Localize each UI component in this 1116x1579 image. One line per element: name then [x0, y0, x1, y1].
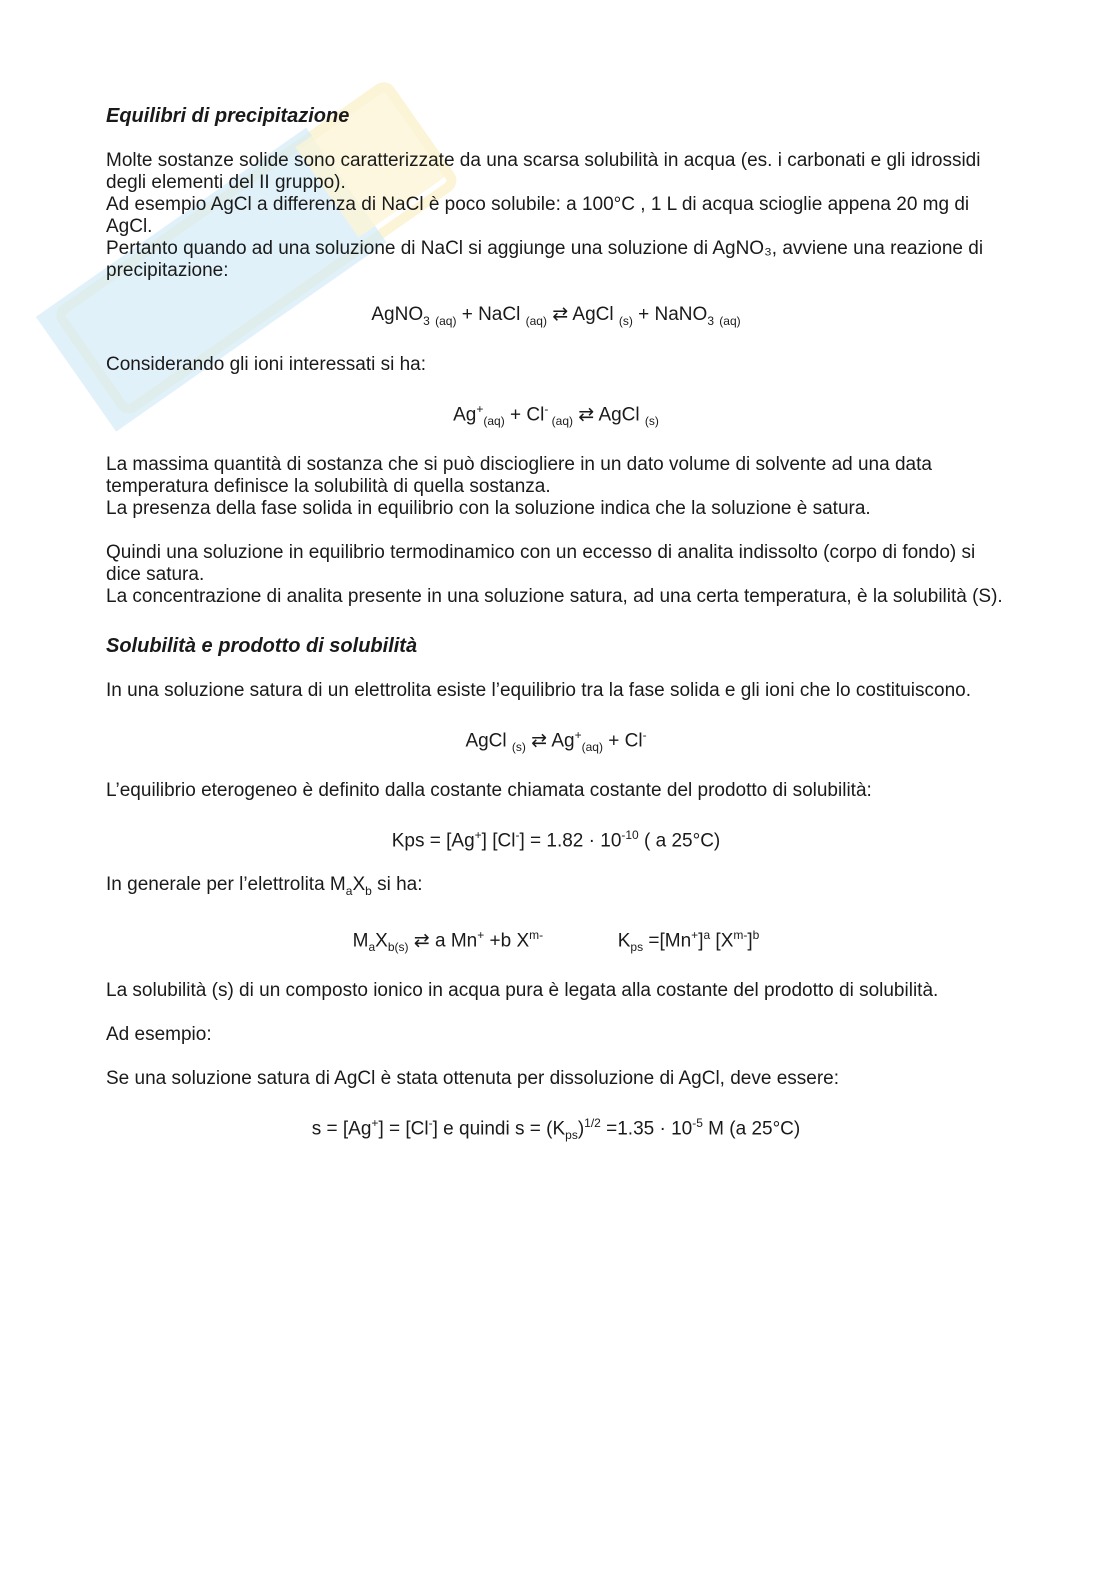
equation: $M_aX_{b(s)}$ ⇄ a Mn+ +b $X^{m-}$ $K_{ps} =[Mn^+]^a$ $[X^{m-}]^b$ — [352, 928, 760, 955]
paragraph: Considerando gli ioni interessati si ha: — [106, 353, 427, 375]
paragraph: La massima quantità di sostanza che si può disciogliere in un dato volume di solvente ad una data temperatura definisce la solubilità di quella sostanza. — [106, 453, 932, 497]
paragraph: La presenza della fase solida in equilibrio con la soluzione indica che la soluzione è satura. — [106, 497, 871, 519]
paragraph: L’equilibrio eterogeneo è definito dalla costante chiamata costante del prodotto di solubilità: — [106, 780, 872, 802]
document-page — [106, 104, 1006, 1168]
equation: Kps = [Ag+] $[Cl^-] = 1.82 \cdot 10^{-10}$ ( a 25°C) — [391, 828, 721, 852]
paragraph: La concentrazione di analita presente in una soluzione satura, ad una certa temperatura, è la solubilità (S). — [106, 585, 1003, 607]
paragraph: Ad esempio AgCl a differenza di NaCl è poco solubile: a 100°C , 1 L di acqua scioglie appena 20 mg di AgCl. — [106, 194, 970, 237]
paragraph: La solubilità (s) di un composto ionico in acqua pura è legata alla costante del prodotto di solubilità. — [106, 980, 939, 1002]
equation: s = [Ag+] = [Cl-] e quindi $s = (K_{ps})^{1/2} =1.35 \cdot 10^{-5}$ M (a 25°C) — [311, 1116, 801, 1143]
paragraph: Se una soluzione satura di AgCl è stata ottenuta per dissoluzione di AgCl, deve essere: — [106, 1068, 840, 1090]
equation: AgCl $_{(s)}$ ⇄ $Ag^+_{(aq)} + Cl^-$ — [465, 727, 647, 755]
paragraph: Quindi una soluzione in equilibrio termodinamico con un eccesso di analita indissolto (corpo di fondo) si dice satura. — [106, 541, 976, 585]
section-title: Equilibri di precipitazione — [106, 105, 350, 127]
paragraph: Pertanto quando ad una soluzione di NaCl si aggiunge una soluzione di AgNO₃, avviene una reazione di precipitazione: — [106, 238, 984, 281]
paragraph: In generale per l’elettrolita $M_aX_b$ si ha: — [106, 874, 423, 899]
equation: $Ag^+_{(aq)} + Cl^-$ $_{(aq)}$ ⇄ AgCl $_{(s)}$ — [453, 401, 659, 428]
section-title: Solubilità e prodotto di solubilità — [106, 634, 418, 657]
paragraph: Molte sostanze solide sono caratterizzate da una scarsa solubilità in acqua (es. i carbonati e gli idrossidi degli elementi del II gruppo). — [106, 150, 981, 193]
paragraph: In una soluzione satura di un elettrolita esiste l’equilibrio tra la fase solida e gli ioni che lo costituiscono. — [106, 679, 971, 701]
paragraph: Ad esempio: — [106, 1024, 212, 1046]
equation: AgNO$_3$ $_{(aq)}$ + NaCl $_{(aq)}$ ⇄ AgCl $_{(s)}$ + NaNO$_3$ $_{(aq)}$ — [371, 304, 741, 328]
